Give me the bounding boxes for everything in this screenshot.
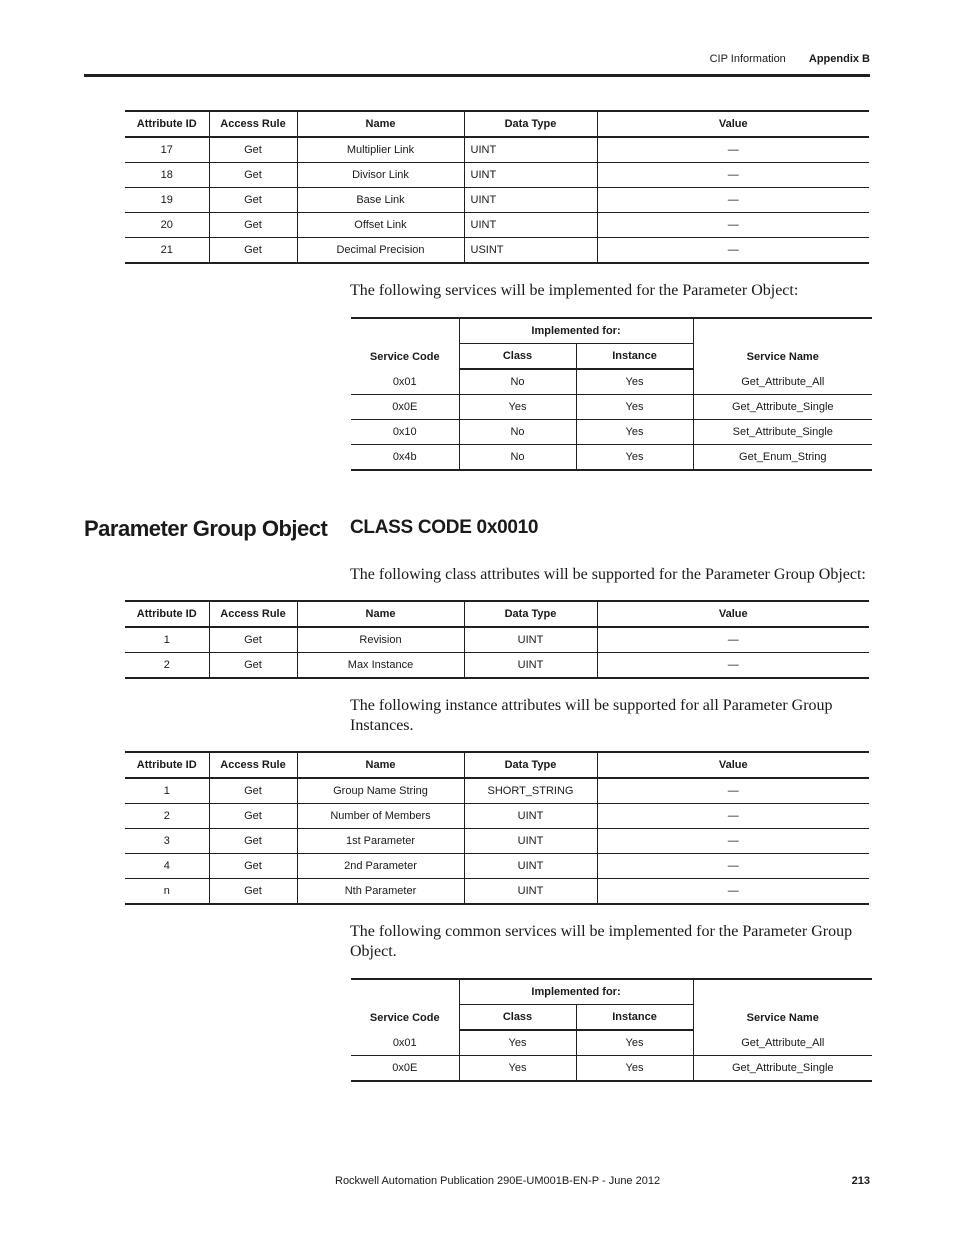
table-header-row bbox=[125, 752, 869, 778]
cell-access-rule: Get bbox=[209, 778, 297, 804]
cell-data-type: USINT bbox=[464, 238, 597, 264]
cell-class: Yes bbox=[459, 395, 576, 420]
header-attribute-id: Attribute ID bbox=[125, 601, 209, 627]
cell-service-code: 0x01 bbox=[351, 1030, 459, 1056]
header-implemented-for: Implemented for: bbox=[459, 318, 693, 344]
cell-attribute-id: 21 bbox=[125, 238, 209, 264]
cell-name: Group Name String bbox=[297, 778, 464, 804]
footer-publication: Rockwell Automation Publication 290E-UM001B-EN-P - June 2012 bbox=[335, 1175, 661, 1187]
cell-service-code: 0x01 bbox=[351, 369, 459, 395]
cell-access-rule: Get bbox=[209, 804, 297, 829]
header-section: CIP Information bbox=[709, 53, 786, 65]
header-value: Value bbox=[597, 752, 869, 778]
table-row bbox=[125, 879, 869, 905]
table-header-row bbox=[125, 601, 869, 627]
header-instance: Instance bbox=[576, 344, 693, 370]
cell-value: — bbox=[597, 137, 869, 163]
header-value: Value bbox=[597, 111, 869, 137]
table-row bbox=[125, 778, 869, 804]
cell-access-rule: Get bbox=[209, 188, 297, 213]
cell-data-type: UINT bbox=[464, 804, 597, 829]
cell-data-type: UINT bbox=[464, 163, 597, 188]
header-access-rule: Access Rule bbox=[209, 752, 297, 778]
cell-value: — bbox=[597, 163, 869, 188]
cell-value: — bbox=[597, 854, 869, 879]
cell-name: Multiplier Link bbox=[297, 137, 464, 163]
cell-class: No bbox=[459, 369, 576, 395]
table-row bbox=[351, 1030, 872, 1056]
cell-access-rule: Get bbox=[209, 879, 297, 905]
header-data-type: Data Type bbox=[464, 601, 597, 627]
cell-name: 2nd Parameter bbox=[297, 854, 464, 879]
parameter-attributes-table bbox=[125, 110, 869, 264]
cell-access-rule: Get bbox=[209, 213, 297, 238]
cell-service-code: 0x0E bbox=[351, 395, 459, 420]
cell-attribute-id: 4 bbox=[125, 854, 209, 879]
cell-name: Number of Members bbox=[297, 804, 464, 829]
running-header bbox=[710, 53, 870, 65]
table-row bbox=[125, 163, 869, 188]
cell-name: Decimal Precision bbox=[297, 238, 464, 264]
cell-instance: Yes bbox=[576, 445, 693, 471]
group-services-table bbox=[351, 978, 872, 1082]
header-access-rule: Access Rule bbox=[209, 601, 297, 627]
table-row bbox=[125, 804, 869, 829]
cell-service-name: Get_Enum_String bbox=[693, 445, 872, 471]
cell-service-name: Get_Attribute_Single bbox=[693, 1056, 872, 1082]
cell-value: — bbox=[597, 238, 869, 264]
table-row bbox=[125, 188, 869, 213]
cell-service-code: 0x4b bbox=[351, 445, 459, 471]
services-intro-paragraph: The following services will be implemented for the Parameter Object: bbox=[350, 282, 799, 299]
header-attribute-id: Attribute ID bbox=[125, 111, 209, 137]
header-service-name: Service Name bbox=[693, 318, 872, 369]
table-header-row bbox=[125, 111, 869, 137]
header-instance: Instance bbox=[576, 1005, 693, 1031]
section-title: Parameter Group Object bbox=[84, 516, 328, 541]
cell-value: — bbox=[597, 213, 869, 238]
header-data-type: Data Type bbox=[464, 752, 597, 778]
header-appendix: Appendix B bbox=[808, 53, 870, 65]
table-row bbox=[351, 395, 872, 420]
cell-instance: Yes bbox=[576, 420, 693, 445]
header-value: Value bbox=[597, 601, 869, 627]
table-row bbox=[125, 653, 869, 679]
header-name: Name bbox=[297, 601, 464, 627]
table-header-row bbox=[351, 979, 872, 1005]
table-row bbox=[351, 420, 872, 445]
cell-data-type: UINT bbox=[464, 653, 597, 679]
cell-value: — bbox=[597, 879, 869, 905]
cell-attribute-id: 1 bbox=[125, 778, 209, 804]
table-row bbox=[125, 238, 869, 264]
table-row bbox=[125, 829, 869, 854]
cell-access-rule: Get bbox=[209, 627, 297, 653]
cell-access-rule: Get bbox=[209, 137, 297, 163]
cell-attribute-id: 1 bbox=[125, 627, 209, 653]
cell-instance: Yes bbox=[576, 395, 693, 420]
cell-class: Yes bbox=[459, 1056, 576, 1082]
header-name: Name bbox=[297, 111, 464, 137]
cell-class: Yes bbox=[459, 1030, 576, 1056]
cell-name: Max Instance bbox=[297, 653, 464, 679]
cell-name: Offset Link bbox=[297, 213, 464, 238]
group-class-attributes-table bbox=[125, 600, 869, 679]
cell-service-code: 0x10 bbox=[351, 420, 459, 445]
table-row bbox=[125, 137, 869, 163]
cell-value: — bbox=[597, 188, 869, 213]
cell-data-type: SHORT_STRING bbox=[464, 778, 597, 804]
page-number: 213 bbox=[851, 1175, 870, 1187]
cell-attribute-id: 3 bbox=[125, 829, 209, 854]
cell-data-type: UINT bbox=[464, 213, 597, 238]
cell-access-rule: Get bbox=[209, 653, 297, 679]
cell-data-type: UINT bbox=[464, 854, 597, 879]
cell-attribute-id: n bbox=[125, 879, 209, 905]
cell-name: 1st Parameter bbox=[297, 829, 464, 854]
cell-service-name: Get_Attribute_All bbox=[693, 1030, 872, 1056]
cell-value: — bbox=[597, 804, 869, 829]
common-services-intro-paragraph: The following common services will be implemented for the Parameter Group Object. bbox=[350, 923, 853, 960]
header-rule bbox=[84, 74, 870, 77]
cell-service-name: Set_Attribute_Single bbox=[693, 420, 872, 445]
table-row bbox=[351, 1056, 872, 1082]
header-service-name: Service Name bbox=[693, 979, 872, 1030]
table-row bbox=[125, 627, 869, 653]
cell-access-rule: Get bbox=[209, 854, 297, 879]
header-service-code: Service Code bbox=[351, 318, 459, 369]
class-attributes-intro-paragraph: The following class attributes will be supported for the Parameter Group Object: bbox=[350, 566, 866, 583]
cell-service-name: Get_Attribute_Single bbox=[693, 395, 872, 420]
cell-attribute-id: 2 bbox=[125, 653, 209, 679]
cell-value: — bbox=[597, 653, 869, 679]
parameter-services-table bbox=[351, 317, 872, 471]
cell-attribute-id: 17 bbox=[125, 137, 209, 163]
header-class: Class bbox=[459, 1005, 576, 1031]
cell-class: No bbox=[459, 445, 576, 471]
table-row bbox=[125, 854, 869, 879]
table-header-row bbox=[351, 318, 872, 344]
cell-name: Divisor Link bbox=[297, 163, 464, 188]
header-implemented-for: Implemented for: bbox=[459, 979, 693, 1005]
cell-attribute-id: 2 bbox=[125, 804, 209, 829]
cell-service-name: Get_Attribute_All bbox=[693, 369, 872, 395]
cell-class: No bbox=[459, 420, 576, 445]
class-code-heading: CLASS CODE 0x0010 bbox=[350, 517, 539, 538]
cell-access-rule: Get bbox=[209, 829, 297, 854]
cell-data-type: UINT bbox=[464, 627, 597, 653]
header-access-rule: Access Rule bbox=[209, 111, 297, 137]
cell-name: Nth Parameter bbox=[297, 879, 464, 905]
cell-data-type: UINT bbox=[464, 188, 597, 213]
cell-instance: Yes bbox=[576, 1056, 693, 1082]
table-row bbox=[351, 369, 872, 395]
header-data-type: Data Type bbox=[464, 111, 597, 137]
cell-service-code: 0x0E bbox=[351, 1056, 459, 1082]
group-instance-attributes-table bbox=[125, 751, 869, 905]
cell-access-rule: Get bbox=[209, 163, 297, 188]
instance-attributes-intro-paragraph: The following instance attributes will be supported for all Parameter Group Instances. bbox=[350, 697, 833, 734]
cell-data-type: UINT bbox=[464, 879, 597, 905]
cell-attribute-id: 19 bbox=[125, 188, 209, 213]
cell-value: — bbox=[597, 829, 869, 854]
table-row bbox=[125, 213, 869, 238]
table-row bbox=[351, 445, 872, 471]
cell-attribute-id: 20 bbox=[125, 213, 209, 238]
cell-instance: Yes bbox=[576, 1030, 693, 1056]
cell-data-type: UINT bbox=[464, 137, 597, 163]
cell-attribute-id: 18 bbox=[125, 163, 209, 188]
cell-value: — bbox=[597, 627, 869, 653]
header-attribute-id: Attribute ID bbox=[125, 752, 209, 778]
cell-access-rule: Get bbox=[209, 238, 297, 264]
header-name: Name bbox=[297, 752, 464, 778]
cell-name: Revision bbox=[297, 627, 464, 653]
cell-data-type: UINT bbox=[464, 829, 597, 854]
cell-value: — bbox=[597, 778, 869, 804]
header-class: Class bbox=[459, 344, 576, 370]
cell-instance: Yes bbox=[576, 369, 693, 395]
cell-name: Base Link bbox=[297, 188, 464, 213]
header-service-code: Service Code bbox=[351, 979, 459, 1030]
